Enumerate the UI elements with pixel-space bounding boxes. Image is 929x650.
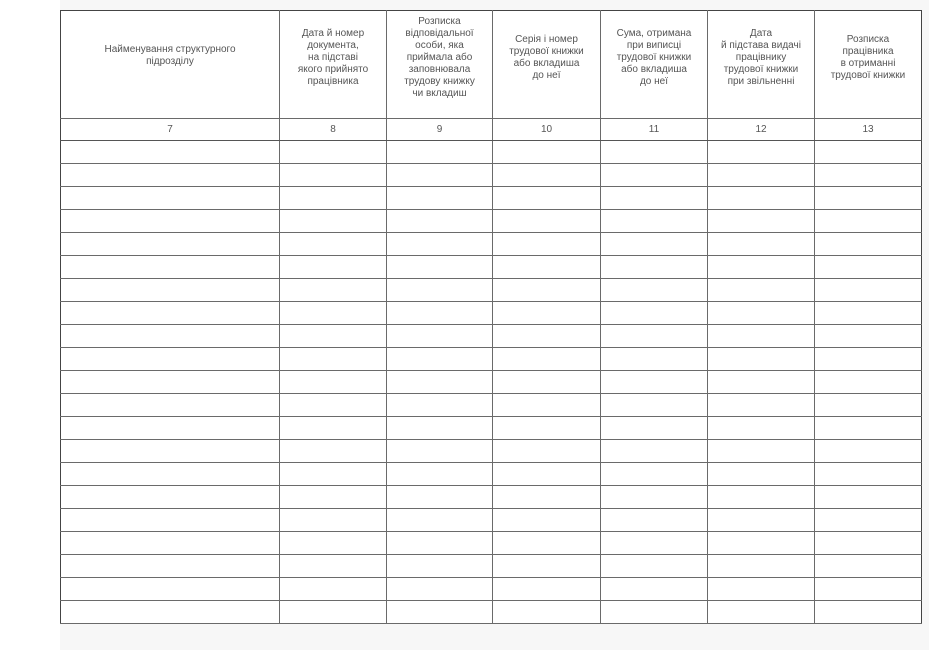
table-cell-col-13[interactable] <box>815 348 922 371</box>
table-cell-col-13[interactable] <box>815 371 922 394</box>
table-row <box>61 601 922 624</box>
table-cell-col-10[interactable] <box>493 555 601 578</box>
table-cell-col-9[interactable] <box>387 256 493 279</box>
table-cell-col-10[interactable] <box>493 210 601 233</box>
column-number-row <box>61 119 922 141</box>
table-cell-col-8[interactable] <box>280 578 387 601</box>
table-cell-col-8[interactable] <box>280 141 387 164</box>
table-cell-col-9[interactable] <box>387 210 493 233</box>
table-cell-col-13[interactable] <box>815 463 922 486</box>
table-cell-col-11[interactable] <box>601 486 708 509</box>
table-cell-col-7[interactable] <box>61 601 280 624</box>
table-cell-col-8[interactable] <box>280 302 387 325</box>
table-cell-col-7[interactable] <box>61 532 280 555</box>
table-cell-col-10[interactable] <box>493 371 601 394</box>
table-cell-col-8[interactable] <box>280 440 387 463</box>
table-cell-col-12[interactable] <box>708 371 815 394</box>
table-cell-col-8[interactable] <box>280 210 387 233</box>
table-cell-col-13[interactable] <box>815 302 922 325</box>
table-cell-col-9[interactable] <box>387 187 493 210</box>
table-cell-col-9[interactable] <box>387 348 493 371</box>
table-cell-col-9[interactable] <box>387 601 493 624</box>
table-cell-col-7[interactable] <box>61 256 280 279</box>
table-cell-col-8[interactable] <box>280 601 387 624</box>
table-cell-col-9[interactable] <box>387 555 493 578</box>
table-cell-col-13[interactable] <box>815 164 922 187</box>
table-row <box>61 302 922 325</box>
table-cell-col-8[interactable] <box>280 164 387 187</box>
table-cell-col-8[interactable] <box>280 509 387 532</box>
table-cell-col-11[interactable] <box>601 601 708 624</box>
table-cell-col-10[interactable] <box>493 532 601 555</box>
table-cell-col-11[interactable] <box>601 463 708 486</box>
table-cell-col-13[interactable] <box>815 279 922 302</box>
table-cell-col-7[interactable] <box>61 210 280 233</box>
table-cell-col-12[interactable] <box>708 555 815 578</box>
table-cell-col-12[interactable] <box>708 601 815 624</box>
table-cell-col-10[interactable] <box>493 187 601 210</box>
table-cell-col-8[interactable] <box>280 532 387 555</box>
table-cell-col-8[interactable] <box>280 371 387 394</box>
table-cell-col-13[interactable] <box>815 210 922 233</box>
table-cell-col-8[interactable] <box>280 394 387 417</box>
table-cell-col-13[interactable] <box>815 440 922 463</box>
table-row <box>61 164 922 187</box>
column-number-7: 7 <box>61 119 280 141</box>
table-cell-col-10[interactable] <box>493 486 601 509</box>
table-row <box>61 440 922 463</box>
table-cell-col-11[interactable] <box>601 417 708 440</box>
table-cell-col-12[interactable] <box>708 256 815 279</box>
table-cell-col-12[interactable] <box>708 394 815 417</box>
table-row <box>61 256 922 279</box>
table-cell-col-9[interactable] <box>387 486 493 509</box>
table-cell-col-7[interactable] <box>61 187 280 210</box>
table-cell-col-10[interactable] <box>493 394 601 417</box>
table-cell-col-12[interactable] <box>708 233 815 256</box>
table-cell-col-9[interactable] <box>387 394 493 417</box>
table-row <box>61 509 922 532</box>
table-row <box>61 555 922 578</box>
table-cell-col-11[interactable] <box>601 394 708 417</box>
table-row <box>61 371 922 394</box>
table-cell-col-7[interactable] <box>61 325 280 348</box>
table-cell-col-13[interactable] <box>815 256 922 279</box>
table-cell-col-9[interactable] <box>387 440 493 463</box>
column-number-11: 11 <box>601 119 708 141</box>
table-cell-col-7[interactable] <box>61 348 280 371</box>
table-cell-col-9[interactable] <box>387 417 493 440</box>
table-cell-col-9[interactable] <box>387 532 493 555</box>
table-cell-col-7[interactable] <box>61 555 280 578</box>
table-cell-col-7[interactable] <box>61 141 280 164</box>
table-cell-col-12[interactable] <box>708 141 815 164</box>
table-cell-col-12[interactable] <box>708 440 815 463</box>
table-cell-col-10[interactable] <box>493 164 601 187</box>
table-cell-col-13[interactable] <box>815 532 922 555</box>
table-cell-col-11[interactable] <box>601 532 708 555</box>
table-row <box>61 325 922 348</box>
table-cell-col-13[interactable] <box>815 601 922 624</box>
table-cell-col-11[interactable] <box>601 141 708 164</box>
table-cell-col-11[interactable] <box>601 302 708 325</box>
table-cell-col-10[interactable] <box>493 440 601 463</box>
column-number-13: 13 <box>815 119 922 141</box>
table-cell-col-12[interactable] <box>708 302 815 325</box>
table-cell-col-12[interactable] <box>708 417 815 440</box>
column-header-12: Дата й підстава видачі працівнику трудової книжки при звільненні <box>708 11 815 119</box>
table-cell-col-13[interactable] <box>815 509 922 532</box>
table-cell-col-7[interactable] <box>61 440 280 463</box>
table-cell-col-13[interactable] <box>815 555 922 578</box>
table-cell-col-9[interactable] <box>387 578 493 601</box>
table-cell-col-9[interactable] <box>387 325 493 348</box>
table-cell-col-7[interactable] <box>61 463 280 486</box>
table-cell-col-13[interactable] <box>815 578 922 601</box>
table-cell-col-7[interactable] <box>61 486 280 509</box>
table-cell-col-8[interactable] <box>280 256 387 279</box>
column-number-8: 8 <box>280 119 387 141</box>
table-cell-col-11[interactable] <box>601 578 708 601</box>
table-row <box>61 210 922 233</box>
table-row <box>61 187 922 210</box>
table-cell-col-7[interactable] <box>61 302 280 325</box>
table-cell-col-13[interactable] <box>815 141 922 164</box>
table-cell-col-9[interactable] <box>387 371 493 394</box>
table-cell-col-10[interactable] <box>493 417 601 440</box>
table-cell-col-11[interactable] <box>601 348 708 371</box>
table-cell-col-12[interactable] <box>708 210 815 233</box>
table-cell-col-8[interactable] <box>280 233 387 256</box>
table-cell-col-12[interactable] <box>708 509 815 532</box>
table-cell-col-7[interactable] <box>61 509 280 532</box>
table-cell-col-13[interactable] <box>815 486 922 509</box>
table-cell-col-10[interactable] <box>493 601 601 624</box>
table-cell-col-7[interactable] <box>61 371 280 394</box>
table-row <box>61 348 922 371</box>
table-cell-col-11[interactable] <box>601 279 708 302</box>
table-cell-col-12[interactable] <box>708 463 815 486</box>
table-cell-col-10[interactable] <box>493 325 601 348</box>
table-cell-col-11[interactable] <box>601 187 708 210</box>
table-cell-col-13[interactable] <box>815 187 922 210</box>
table-cell-col-8[interactable] <box>280 325 387 348</box>
table-cell-col-7[interactable] <box>61 164 280 187</box>
table-row <box>61 141 922 164</box>
table-cell-col-9[interactable] <box>387 302 493 325</box>
table-cell-col-9[interactable] <box>387 164 493 187</box>
table-cell-col-8[interactable] <box>280 187 387 210</box>
header-row <box>61 11 922 119</box>
table-cell-col-8[interactable] <box>280 486 387 509</box>
table-cell-col-13[interactable] <box>815 394 922 417</box>
column-header-10: Серія і номер трудової книжки або вкладиша до неї <box>493 11 601 119</box>
employment-record-book-register-table <box>60 10 922 624</box>
table-cell-col-11[interactable] <box>601 164 708 187</box>
table-cell-col-10[interactable] <box>493 463 601 486</box>
table-cell-col-12[interactable] <box>708 279 815 302</box>
table-cell-col-11[interactable] <box>601 555 708 578</box>
column-header-9: Розписка відповідальної особи, яка приймала або заповнювала трудову книжку чи вкладиш <box>387 11 493 119</box>
table-cell-col-9[interactable] <box>387 509 493 532</box>
table-cell-col-13[interactable] <box>815 325 922 348</box>
table-cell-col-9[interactable] <box>387 141 493 164</box>
table-cell-col-11[interactable] <box>601 325 708 348</box>
table-cell-col-10[interactable] <box>493 509 601 532</box>
column-number-9: 9 <box>387 119 493 141</box>
table-cell-col-11[interactable] <box>601 440 708 463</box>
table-cell-col-10[interactable] <box>493 578 601 601</box>
column-header-8: Дата й номер документа, на підставі якого прийнято працівника <box>280 11 387 119</box>
table-cell-col-8[interactable] <box>280 555 387 578</box>
table-cell-col-8[interactable] <box>280 463 387 486</box>
table-cell-col-12[interactable] <box>708 486 815 509</box>
table-cell-col-12[interactable] <box>708 532 815 555</box>
table-row <box>61 532 922 555</box>
column-number-10: 10 <box>493 119 601 141</box>
table-cell-col-7[interactable] <box>61 417 280 440</box>
table-cell-col-8[interactable] <box>280 279 387 302</box>
table-row <box>61 417 922 440</box>
table-cell-col-10[interactable] <box>493 256 601 279</box>
table-cell-col-9[interactable] <box>387 463 493 486</box>
table-cell-col-10[interactable] <box>493 141 601 164</box>
table-cell-col-7[interactable] <box>61 394 280 417</box>
column-header-7: Найменування структурного підрозділу <box>61 11 280 119</box>
table-cell-col-7[interactable] <box>61 279 280 302</box>
column-header-11: Сума, отримана при виписці трудової книжки або вкладиша до неї <box>601 11 708 119</box>
table-cell-col-8[interactable] <box>280 417 387 440</box>
table-cell-col-9[interactable] <box>387 233 493 256</box>
table-row <box>61 233 922 256</box>
table-cell-col-13[interactable] <box>815 417 922 440</box>
table-cell-col-9[interactable] <box>387 279 493 302</box>
table-cell-col-12[interactable] <box>708 164 815 187</box>
table-cell-col-10[interactable] <box>493 279 601 302</box>
table-cell-col-11[interactable] <box>601 210 708 233</box>
table-row <box>61 279 922 302</box>
table-cell-col-12[interactable] <box>708 348 815 371</box>
table-cell-col-10[interactable] <box>493 348 601 371</box>
column-header-13: Розписка працівника в отриманні трудової книжки <box>815 11 922 119</box>
table-cell-col-8[interactable] <box>280 348 387 371</box>
table-cell-col-13[interactable] <box>815 233 922 256</box>
table-cell-col-7[interactable] <box>61 233 280 256</box>
table-cell-col-11[interactable] <box>601 233 708 256</box>
table-row <box>61 486 922 509</box>
column-number-12: 12 <box>708 119 815 141</box>
table-cell-col-12[interactable] <box>708 578 815 601</box>
table-cell-col-12[interactable] <box>708 187 815 210</box>
table-row <box>61 578 922 601</box>
table-cell-col-11[interactable] <box>601 509 708 532</box>
table-row <box>61 394 922 417</box>
table-row <box>61 463 922 486</box>
table-cell-col-7[interactable] <box>61 578 280 601</box>
table-cell-col-12[interactable] <box>708 325 815 348</box>
table-cell-col-11[interactable] <box>601 256 708 279</box>
table-cell-col-11[interactable] <box>601 371 708 394</box>
table-cell-col-10[interactable] <box>493 233 601 256</box>
table-cell-col-10[interactable] <box>493 302 601 325</box>
